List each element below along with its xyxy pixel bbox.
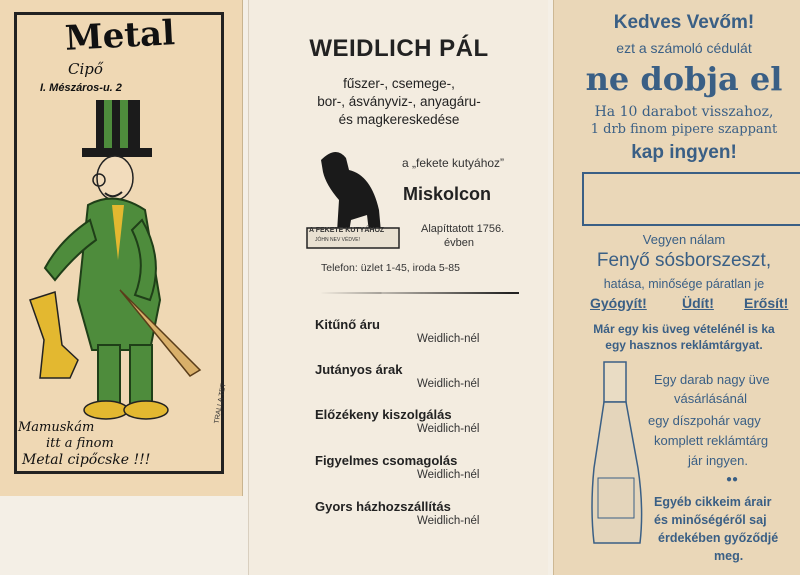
fenyo-receipt-card [553,0,800,575]
phone-line: Telefon: üzlet 1-45, iroda 5-85 [321,262,460,274]
founded-line-2: évben [444,237,474,249]
plinth-text-2: JÓHN NEV VÉDVE! [315,237,361,243]
slogan-3: Előzékeny kiszolgálás [315,407,452,422]
artist-signature: TRALLA TET [213,382,228,425]
bullet-divider: ●● [726,474,739,485]
greeting: Kedves Vevőm! [613,12,755,33]
plinth-text-1: A FEKETE KUTYÁHOZ [309,227,385,234]
slogan-2-by: Weidlich-nél [417,378,480,390]
boot-icon [30,292,78,378]
stamp-box [582,172,800,226]
line-14: egy díszpohár vagy [648,413,761,428]
line-13: vásárlásánál [674,391,747,406]
caption-line-1: Mamuskám [18,420,95,435]
divider-line [319,288,519,298]
slogan-4: Figyelmes csomagolás [315,453,458,468]
product-label: Cipő [68,60,103,78]
bottle-icon [582,358,652,558]
caption-line-3: Metal cipőcske !!! [22,452,151,468]
product-line: Fenyő sósborszeszt, [596,250,772,271]
slogan-2: Jutányos árak [315,362,403,377]
trade-line-2: bor-, ásványviz-, anyagáru- [317,94,481,109]
slogan-1: Kitűnő áru [315,317,380,332]
line-2: ezt a számoló cédulát [616,40,752,56]
line-15: komplett reklámtárg [654,433,769,448]
line-18: és minőségéről saj [654,513,767,527]
trade-line-3: és magkereskedése [338,112,460,127]
slogan-5-by: Weidlich-nél [417,515,480,527]
brand-title: Metal [64,13,176,59]
slogan-4-by: Weidlich-nél [417,469,480,481]
city-name: Miskolcon [403,184,492,204]
line-11: egy hasznos reklámtárgyat. [605,338,763,352]
weidlich-card [248,0,548,575]
free-line: kap ingyen! [631,142,737,163]
slogan-5: Gyors házhozszállítás [315,499,451,514]
founded-line-1: Alapíttatott 1756. [421,223,505,235]
line-4: Ha 10 darabot visszahoz, [594,104,774,120]
line-12: Egy darab nagy üve [654,372,770,387]
line-20: meg. [714,549,744,563]
slogan-3-by: Weidlich-nél [417,423,480,435]
line-5: 1 drb finom pipere szappant [590,122,778,137]
claim-3: Erősít! [744,295,789,311]
top-hat-icon [96,100,140,152]
line-9: hatása, minősége páratlan je [603,277,765,291]
line-16: jár ingyen. [688,453,748,468]
line-7: Vegyen nálam [642,232,726,247]
shop-owner-name: WEIDLICH PÁL [309,35,489,62]
line-19: érdekében győződjé [658,531,779,545]
caption-line-2: itt a finom [46,436,114,451]
line-17: Egyéb cikkeim árair [654,495,772,509]
face-icon [97,156,133,200]
claim-2: Üdít! [682,295,714,311]
shop-sign: a „fekete kutyához” [402,156,505,170]
trade-line-1: fűszer-, csemege-, [343,76,455,91]
line-10: Már egy kis üveg vételénél is ka [593,322,775,336]
address-label: I. Mészáros-u. 2 [40,82,122,94]
metal-shoe-card [0,0,243,496]
slogan-1-by: Weidlich-nél [417,333,480,345]
claim-1: Gyógyít! [590,295,647,311]
headline: ne dobja el [585,60,783,98]
